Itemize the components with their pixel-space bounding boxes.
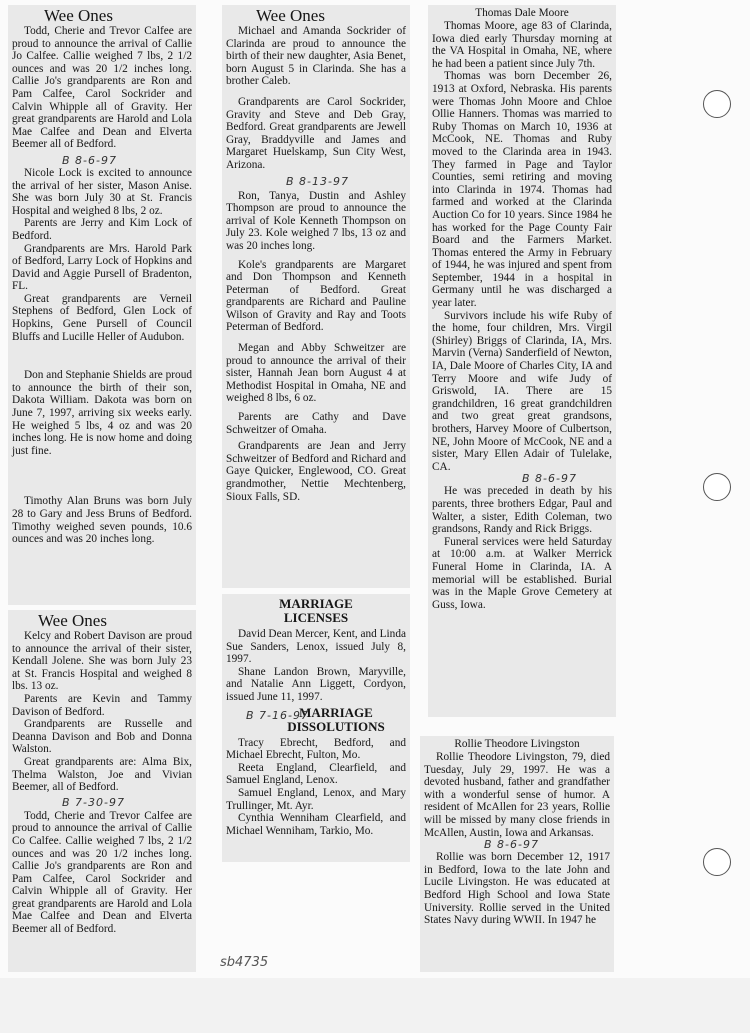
announcement-paragraph: Kelcy and Robert Davison are proud to announce the arrival of their sister, Kendall Jolene. She was born July 23 at St. Francis Hospital and weighed 8 lbs. 13 oz. bbox=[12, 630, 192, 693]
announcement-paragraph: Don and Stephanie Shields are proud to announce the birth of their son, Dakota William. Dakota was born on June 7, 1997, arriving six weeks early. He weighed 5 lbs, 4 oz and was 20 inches long. He is now home and doing just fine. bbox=[12, 369, 192, 457]
marriage-dissolutions-heading: MARRIAGE bbox=[299, 704, 373, 720]
announcement-paragraph: Grandparents are Russelle and Deanna Davison and Bob and Donna Walston. bbox=[12, 718, 192, 756]
dissolution-entry: Cynthia Wenniham Clearfield, and Michael Wenniham, Tarkio, Mo. bbox=[226, 812, 406, 837]
handwritten-date: B 8-13-97 bbox=[286, 174, 349, 188]
obituary-livingston-clipping bbox=[420, 736, 614, 972]
handwritten-date: B 8-6-97 bbox=[484, 838, 539, 852]
obituary-paragraph: Survivors include his wife Ruby of the home, four children, Mrs. Virgil (Shirley) Briggs of Clarinda, IA, Mrs. Marvin (Verna) Sanderfield of Newton, IA, Dale Moore of Charles City, IA and Terry Moore and wife Judy of Griswold, IA. There are 15 grandchildren, 16 great grandchildren and two great great grandsons, brothers, Harvey Moore of Culbertson, NE, John Moore of McCook, NE and a sister, Mary Ellen Adair of Tulelake, CA. bbox=[432, 309, 612, 473]
handwritten-date: B 7-30-97 bbox=[62, 795, 125, 809]
wee-ones-clipping-3 bbox=[222, 5, 410, 588]
obituary-paragraph: Thomas was born December 26, 1913 at Oxford, Nebraska. His parents were Thomas John Moore and Chloe Ollie Hanners. Thomas was married to Ruby Thomas on March 10, 1936 at McCook, NE. Thomas and Ruby moved to the Clarinda area in 1943. They farmed in Page and Taylor Counties, semi retiring and moving into Clarinda in 1974. Thomas had farmed and worked at the Clarinda Auction Co for 10 years. Since 1984 he has worked for the Page County Fair Board and the Farmers Market. Thomas entered the Army in February of 1944, he was injured and spent from September, 1944 in a hospital in Germany until he was discharged a year later. bbox=[432, 70, 612, 310]
announcement-paragraph: Grandparents are Mrs. Harold Park of Bedford, Larry Lock of Hopkins and David and Aggie Pursell of Bradenton, FL. bbox=[12, 242, 192, 293]
marriage-licenses-heading: LICENSES bbox=[283, 610, 349, 625]
announcement-paragraph: Parents are Kevin and Tammy Davison of Bedford. bbox=[12, 692, 192, 718]
dissolution-entry: Samuel England, Lenox, and Mary Trullinger, Mt. Ayr. bbox=[226, 786, 406, 812]
catalog-number: sb4735 bbox=[220, 955, 269, 970]
marriage-licenses-heading: MARRIAGE bbox=[279, 596, 353, 611]
announcement-paragraph: Todd, Cherie and Trevor Calfee are proud to announce the arrival of Callie Co Calfee. Callie weighed 7 lbs, 2 1/2 ounces and was 20 1/2 inches long. Callie Jo's grandparents are Ron and Pam Calfee, Carol Sockrider and Calvin Whipple all of Gravity. Her great grandparents are Harold and Lola Mae Calfee and Dean and Elverta Beemer all of Bedford. bbox=[12, 809, 192, 936]
announcement-paragraph: Michael and Amanda Sockrider of Clarinda are proud to announce the birth of their new daughter, Asia Benet, born August 5 in Clarinda. She has a brother Caleb. bbox=[226, 25, 406, 88]
announcement-paragraph: Grandparents are Carol Sockrider, Gravity and Steve and Deb Gray, Bedford. Great grandparents are Jewell Gray, Braddyville and James and Margaret Huelskamp, Sun City West, Arizona. bbox=[226, 95, 406, 171]
announcement-paragraph: Todd, Cherie and Trevor Calfee are proud to announce the arrival of Callie Jo Calfee. Callie weighed 7 lbs, 2 1/2 ounces and was 20 1/2 inches long. Callie Jo's grandparents are Ron and Pam Calfee, Carol Sockrider and Calvin Whipple all of Gravity. Her great grandparents are Harold and Lola Mae Calfee and Dean and Elverta Beemer all of Bedford. bbox=[12, 25, 192, 151]
license-entry: David Dean Mercer, Kent, and Linda Sue Sanders, Lenox, issued July 8, 1997. bbox=[226, 628, 406, 666]
obituary-paragraph: Rollie was born December 12, 1917 in Bedford, Iowa to the late John and Lucile Livingston. He was educated at Bedford High School and Iowa State University. Rollie served in the United States Navy during WWII. In 1947 he bbox=[424, 851, 610, 927]
clipping-heading: Wee Ones bbox=[256, 6, 325, 25]
wee-ones-clipping-1 bbox=[8, 5, 196, 605]
handwritten-date: B 8-6-97 bbox=[522, 472, 577, 486]
dissolution-entry: Reeta England, Clearfield, and Samuel England, Lenox. bbox=[226, 761, 406, 787]
announcement-paragraph: Grandparents are Jean and Jerry Schweitzer of Bedford and Richard and Gaye Quicker, Englewood, CO. Great grandmother, Nettie Mechtenberg, Sioux Falls, SD. bbox=[226, 440, 406, 503]
announcement-paragraph: Kole's grandparents are Margaret and Don Thompson and Kenneth Peterman of Bedford. Great grandparents are Richard and Pauline Wilson of Gravity and Ray and Toots Peterman of Bedford. bbox=[226, 258, 406, 334]
obituary-title: Thomas Dale Moore bbox=[475, 7, 569, 19]
announcement-paragraph: Nicole Lock is excited to announce the arrival of her sister, Mason Anise. She was born July 30 at St. Francis Hospital and weighed 8 lbs, 2 oz. bbox=[12, 166, 192, 217]
announcement-paragraph: Great grandparents are: Alma Bix, Thelma Walston, Joe and Vivian Beemer, all of Bedford. bbox=[12, 755, 192, 794]
wee-ones-clipping-2 bbox=[8, 610, 196, 972]
marriage-clipping bbox=[222, 594, 410, 862]
obituary-moore-clipping bbox=[428, 5, 616, 717]
marriage-dissolutions-heading: DISSOLUTIONS bbox=[287, 718, 385, 734]
binder-hole bbox=[703, 473, 731, 501]
handwritten-date: B 8-6-97 bbox=[62, 153, 117, 167]
clipping-heading: Wee Ones bbox=[38, 611, 107, 630]
dissolution-entry: Tracy Ebrecht, Bedford, and Michael Ebrecht, Fulton, Mo. bbox=[226, 736, 406, 762]
announcement-paragraph: Parents are Cathy and Dave Schweitzer of Omaha. bbox=[226, 411, 406, 436]
obituary-title: Rollie Theodore Livingston bbox=[454, 738, 580, 750]
license-entry: Shane Landon Brown, Maryville, and Natalie Ann Liggett, Cordyon, issued June 11, 1997. bbox=[226, 665, 406, 703]
obituary-paragraph: Thomas Moore, age 83 of Clarinda, Iowa died early Thursday morning at the VA Hospital in Omaha, NE, where he had been a patient since July 7th. bbox=[432, 20, 612, 70]
binder-hole bbox=[703, 90, 731, 118]
announcement-paragraph: Great grandparents are Verneil Stephens of Bedford, Glen Lock of Hopkins, Gene Pursell of Council Bluffs and Lucille Heller of Audubon. bbox=[12, 292, 192, 343]
scanner-bed bbox=[0, 978, 750, 1033]
obituary-paragraph: He was preceded in death by his parents, three brothers Edgar, Paul and Walter, a sister, Edith Coleman, two grandsons, Randy and Rick Briggs. bbox=[432, 485, 612, 536]
obituary-paragraph: Funeral services were held Saturday at 10:00 a.m. at Walker Merrick Funeral Home in Clarinda, IA. A memorial will be established. Burial was in the Maple Grove Cemetery at Guss, Iowa. bbox=[432, 535, 612, 611]
announcement-paragraph: Parents are Jerry and Kim Lock of Bedford. bbox=[12, 217, 192, 242]
binder-hole bbox=[703, 848, 731, 876]
clipping-heading: Wee Ones bbox=[44, 6, 113, 25]
announcement-paragraph: Ron, Tanya, Dustin and Ashley Thompson are proud to announce the arrival of Kole Kenneth Thompson on July 23. Kole weighed 7 lbs, 13 oz and was 20 inches long. bbox=[226, 189, 406, 252]
obituary-paragraph: Rollie Theodore Livingston, 79, died Tuesday, July 29, 1997. He was a devoted husband, father and grandfather with a wonderful sense of humor. A resident of McAllen for 23 years, Rollie will be missed by many close friends in McAllen, Austin, Iowa and Arkansas. bbox=[424, 751, 610, 839]
announcement-paragraph: Timothy Alan Bruns was born July 28 to Gary and Jess Bruns of Bedford. Timothy weighed seven pounds, 10.6 ounces and was 20 inches long. bbox=[12, 495, 192, 546]
handwritten-date: B 7-16-97 bbox=[246, 708, 309, 722]
announcement-paragraph: Megan and Abby Schweitzer are proud to announce the arrival of their sister, Hannah Jean born August 4 at Methodist Hospital in Omaha, NE and weighed 8 lbs, 6 oz. bbox=[226, 342, 406, 405]
